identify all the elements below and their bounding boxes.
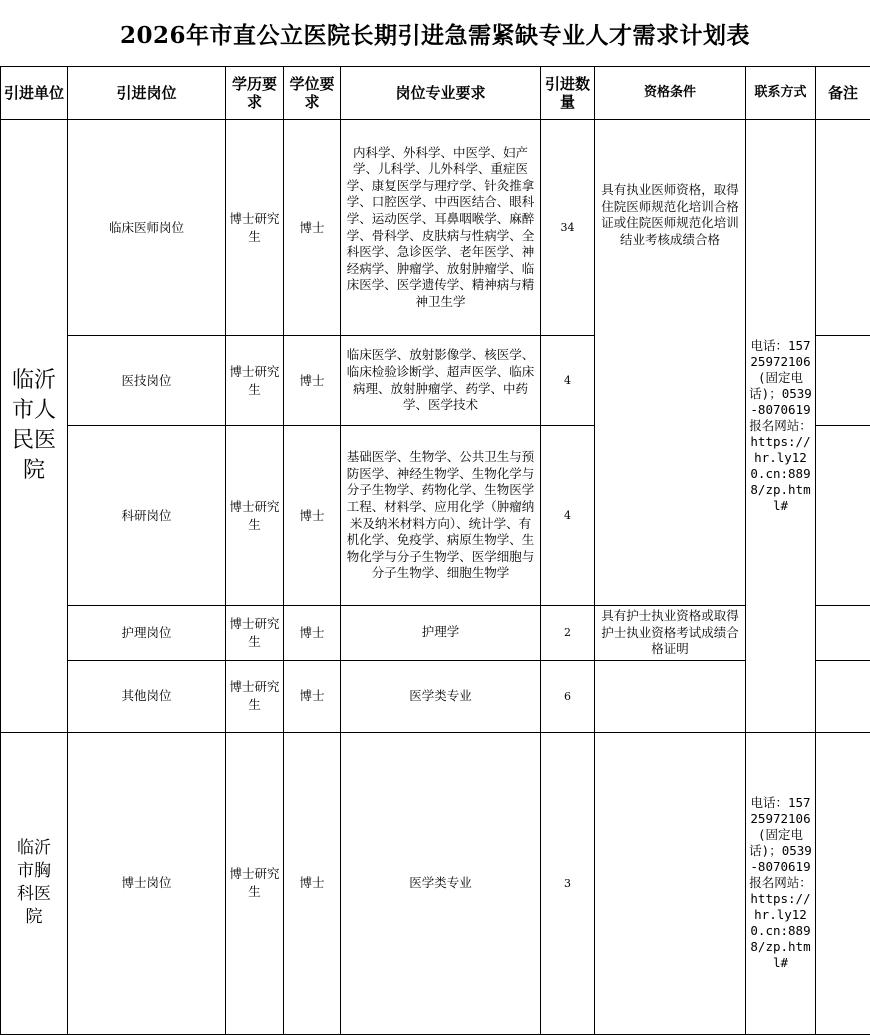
degree-cell: 博士 [284, 660, 341, 732]
position-cell: 博士岗位 [68, 732, 226, 1034]
major-cell: 医学类专业 [341, 660, 541, 732]
degree-cell: 博士 [284, 606, 341, 661]
education-cell: 博士研究生 [226, 336, 284, 426]
remark-cell [816, 660, 870, 732]
major-cell: 护理学 [341, 606, 541, 661]
education-cell: 博士研究生 [226, 732, 284, 1034]
count-cell: 6 [541, 660, 595, 732]
major-cell: 临床医学、放射影像学、核医学、临床检验诊断学、超声医学、临床病理、放射肿瘤学、药学、中药学、医学技术 [341, 336, 541, 426]
qualification-cell [595, 732, 746, 1034]
degree-cell: 博士 [284, 120, 341, 336]
table-row [1, 660, 870, 732]
header-education: 学历要求 [226, 67, 284, 120]
position-cell: 其他岗位 [68, 660, 226, 732]
contact-cell: 电话：15725972106(固定电话)；0539-8070619报名网站：https://hr.ly120.cn:8898/zp.html# [746, 732, 816, 1034]
table-row [1, 732, 870, 1034]
table-row [1, 606, 870, 661]
major-cell: 内科学、外科学、中医学、妇产学、儿科学、儿外科学、重症医学、康复医学与理疗学、针灸推拿学、口腔医学、中西医结合、眼科学、运动医学、耳鼻咽喉学、麻醉学、骨科学、皮肤病与性病学、全科医学、急诊医学、老年医学、神经病学、肿瘤学、放射肿瘤学、临床医学、医学遗传学、精神病与精神卫生学 [341, 120, 541, 336]
degree-cell: 博士 [284, 732, 341, 1034]
count-cell: 2 [541, 606, 595, 661]
contact-cell: 电话：15725972106(固定电话)；0539-8070619报名网站：https://hr.ly120.cn:8898/zp.html# [746, 120, 816, 733]
position-cell: 医技岗位 [68, 336, 226, 426]
education-cell: 博士研究生 [226, 120, 284, 336]
count-cell: 34 [541, 120, 595, 336]
count-cell: 4 [541, 336, 595, 426]
hospital-name: 临沂市胸科医院 [1, 732, 68, 1034]
major-cell: 医学类专业 [341, 732, 541, 1034]
degree-cell: 博士 [284, 336, 341, 426]
degree-cell: 博士 [284, 426, 341, 606]
talent-plan-table [0, 66, 870, 1035]
header-qualification: 资格条件 [595, 67, 746, 120]
header-remark: 备注 [816, 67, 870, 120]
position-cell: 护理岗位 [68, 606, 226, 661]
header-unit: 引进单位 [1, 67, 68, 120]
header-row [1, 67, 870, 120]
hospital-name: 临沂市人民医院 [1, 120, 68, 733]
remark-cell [816, 426, 870, 606]
header-major: 岗位专业要求 [341, 67, 541, 120]
remark-cell [816, 732, 870, 1034]
count-cell: 4 [541, 426, 595, 606]
education-cell: 博士研究生 [226, 426, 284, 606]
remark-cell [816, 606, 870, 661]
education-cell: 博士研究生 [226, 660, 284, 732]
header-degree: 学位要求 [284, 67, 341, 120]
education-cell: 博士研究生 [226, 606, 284, 661]
count-cell: 3 [541, 732, 595, 1034]
header-position: 引进岗位 [68, 67, 226, 120]
qualification-cell [595, 660, 746, 732]
major-cell: 基础医学、生物学、公共卫生与预防医学、神经生物学、生物化学与分子生物学、药物化学、生物医学工程、材料学、应用化学（肿瘤纳米及纳米材料方向）、统计学、有机化学、免疫学、病原生物学、生物化学与分子生物学、医学细胞与分子生物学、细胞生物学 [341, 426, 541, 606]
table-row [1, 120, 870, 336]
header-count: 引进数量 [541, 67, 595, 120]
position-cell: 科研岗位 [68, 426, 226, 606]
header-contact: 联系方式 [746, 67, 816, 120]
position-cell: 临床医师岗位 [68, 120, 226, 336]
page-title: 2026年市直公立医院长期引进急需紧缺专业人才需求计划表 [119, 21, 750, 49]
remark-cell [816, 120, 870, 336]
qualification-cell: 具有护士执业资格或取得护士执业资格考试成绩合格证明 [595, 606, 746, 661]
remark-cell [816, 336, 870, 426]
qualification-cell: 具有执业医师资格，取得住院医师规范化培训合格证或住院医师规范化培训结业考核成绩合格 [595, 120, 746, 606]
